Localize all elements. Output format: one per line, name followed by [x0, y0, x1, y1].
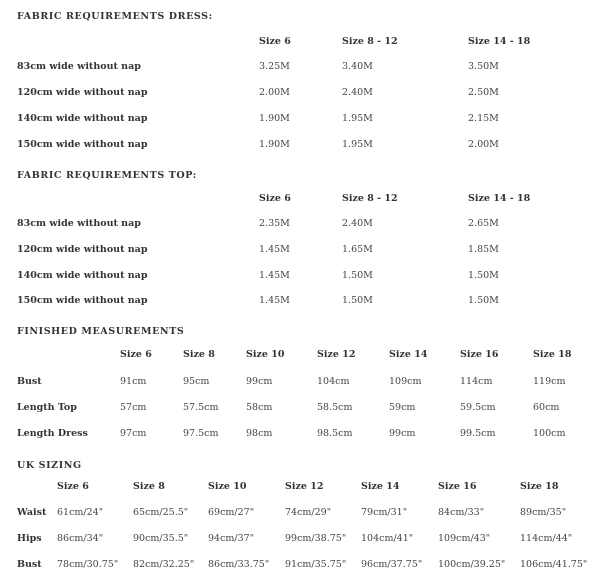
- finished-cell: 98.5cm: [317, 428, 353, 439]
- top-row-label: 120cm wide without nap: [17, 244, 148, 255]
- uk-row-label: Hips: [17, 533, 42, 544]
- dress-cell: 3.40M: [342, 61, 373, 72]
- dress-row-label: 140cm wide without nap: [17, 113, 148, 124]
- finished-cell: 114cm: [460, 376, 493, 387]
- uk-header: Size 10: [208, 481, 247, 492]
- top-cell: 2.40M: [342, 218, 373, 229]
- uk-cell: 100cm/39.25": [438, 559, 506, 570]
- top-cell: 1.85M: [468, 244, 499, 255]
- top-cell: 1.45M: [259, 295, 290, 306]
- dress-cell: 2.15M: [468, 113, 499, 124]
- dress-header-size-14-18: Size 14 - 18: [468, 36, 531, 47]
- finished-header: Size 16: [460, 349, 499, 360]
- finished-cell: 109cm: [389, 376, 422, 387]
- finished-cell: 98cm: [246, 428, 273, 439]
- finished-cell: 119cm: [533, 376, 566, 387]
- finished-cell: 58.5cm: [317, 402, 353, 413]
- finished-header: Size 8: [183, 349, 215, 360]
- finished-cell: 58cm: [246, 402, 273, 413]
- dress-title: FABRIC REQUIREMENTS DRESS:: [17, 11, 213, 22]
- dress-cell: 1.90M: [259, 139, 290, 150]
- uk-cell: 65cm/25.5": [133, 507, 189, 518]
- uk-cell: 104cm/41": [361, 533, 414, 544]
- dress-cell: 3.50M: [468, 61, 499, 72]
- uk-cell: 86cm/33.75": [208, 559, 270, 570]
- finished-cell: 99cm: [246, 376, 273, 387]
- top-cell: 1.45M: [259, 270, 290, 281]
- finished-header: Size 18: [533, 349, 572, 360]
- top-cell: 1.50M: [468, 270, 499, 281]
- uk-header: Size 8: [133, 481, 165, 492]
- top-cell: 1.45M: [259, 244, 290, 255]
- top-cell: 2.65M: [468, 218, 499, 229]
- uk-header: Size 12: [285, 481, 324, 492]
- uk-header: Size 18: [520, 481, 559, 492]
- uk-title: UK SIZING: [17, 460, 82, 471]
- finished-cell: 59cm: [389, 402, 416, 413]
- dress-row-label: 120cm wide without nap: [17, 87, 148, 98]
- finished-cell: 57.5cm: [183, 402, 219, 413]
- top-header-size-14-18: Size 14 - 18: [468, 193, 531, 204]
- top-cell: 2.35M: [259, 218, 290, 229]
- uk-header: Size 6: [57, 481, 89, 492]
- finished-header: Size 6: [120, 349, 152, 360]
- top-cell: 1.50M: [342, 270, 373, 281]
- finished-header: Size 10: [246, 349, 285, 360]
- uk-cell: 78cm/30.75": [57, 559, 119, 570]
- top-header-size-8-12: Size 8 - 12: [342, 193, 398, 204]
- top-title: FABRIC REQUIREMENTS TOP:: [17, 170, 197, 181]
- dress-cell: 2.00M: [259, 87, 290, 98]
- dress-cell: 2.00M: [468, 139, 499, 150]
- uk-row-label: Waist: [17, 507, 47, 518]
- uk-cell: 86cm/34": [57, 533, 104, 544]
- finished-header: Size 12: [317, 349, 356, 360]
- uk-cell: 69cm/27": [208, 507, 255, 518]
- top-header-size-6: Size 6: [259, 193, 291, 204]
- top-cell: 1.50M: [342, 295, 373, 306]
- dress-cell: 2.50M: [468, 87, 499, 98]
- top-cell: 1.50M: [468, 295, 499, 306]
- finished-row-label: Bust: [17, 376, 42, 387]
- uk-cell: 94cm/37": [208, 533, 255, 544]
- finished-title: FINISHED MEASUREMENTS: [17, 326, 185, 337]
- finished-cell: 59.5cm: [460, 402, 496, 413]
- uk-cell: 109cm/43": [438, 533, 491, 544]
- uk-cell: 82cm/32.25": [133, 559, 195, 570]
- uk-cell: 89cm/35": [520, 507, 567, 518]
- uk-cell: 79cm/31": [361, 507, 408, 518]
- uk-cell: 61cm/24": [57, 507, 104, 518]
- uk-header: Size 14: [361, 481, 400, 492]
- finished-cell: 95cm: [183, 376, 210, 387]
- dress-cell: 3.25M: [259, 61, 290, 72]
- dress-cell: 1.90M: [259, 113, 290, 124]
- uk-row-label: Bust: [17, 559, 42, 570]
- uk-cell: 84cm/33": [438, 507, 485, 518]
- finished-cell: 99.5cm: [460, 428, 496, 439]
- uk-cell: 91cm/35.75": [285, 559, 347, 570]
- uk-cell: 74cm/29": [285, 507, 332, 518]
- top-row-label: 150cm wide without nap: [17, 295, 148, 306]
- uk-cell: 90cm/35.5": [133, 533, 189, 544]
- dress-row-label: 150cm wide without nap: [17, 139, 148, 150]
- finished-cell: 57cm: [120, 402, 147, 413]
- finished-cell: 97.5cm: [183, 428, 219, 439]
- dress-header-size-8-12: Size 8 - 12: [342, 36, 398, 47]
- finished-cell: 91cm: [120, 376, 147, 387]
- dress-cell: 2.40M: [342, 87, 373, 98]
- uk-cell: 99cm/38.75": [285, 533, 347, 544]
- dress-row-label: 83cm wide without nap: [17, 61, 141, 72]
- finished-cell: 99cm: [389, 428, 416, 439]
- finished-header: Size 14: [389, 349, 428, 360]
- finished-cell: 104cm: [317, 376, 350, 387]
- top-cell: 1.65M: [342, 244, 373, 255]
- top-row-label: 140cm wide without nap: [17, 270, 148, 281]
- uk-cell: 114cm/44": [520, 533, 573, 544]
- finished-cell: 100cm: [533, 428, 566, 439]
- finished-cell: 60cm: [533, 402, 560, 413]
- uk-cell: 106cm/41.75": [520, 559, 588, 570]
- dress-cell: 1.95M: [342, 139, 373, 150]
- finished-cell: 97cm: [120, 428, 147, 439]
- uk-header: Size 16: [438, 481, 477, 492]
- top-row-label: 83cm wide without nap: [17, 218, 141, 229]
- dress-cell: 1.95M: [342, 113, 373, 124]
- uk-cell: 96cm/37.75": [361, 559, 423, 570]
- finished-row-label: Length Top: [17, 402, 77, 413]
- dress-header-size-6: Size 6: [259, 36, 291, 47]
- finished-row-label: Length Dress: [17, 428, 88, 439]
